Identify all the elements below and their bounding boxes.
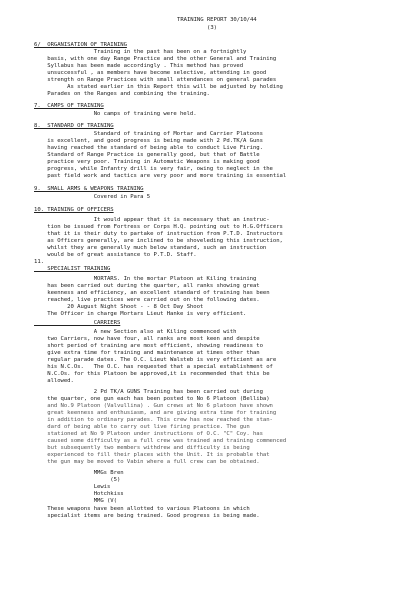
text-line: and No.9 Platoon (Valvullina) . Gun crews at No 6 platoon have shown	[34, 403, 273, 409]
text-line: is excellent, and good progress is being made with 2 Pd.TK/A Guns	[34, 138, 263, 144]
text-line: that it is their duty to partake of instruction from P.T.D. Instructors	[34, 231, 283, 237]
text-line: has been carried out during the quarter, all ranks showing great	[34, 283, 260, 289]
text-line: past field work and tactics are very poor and more training is essential	[34, 173, 287, 179]
text-line: regular parade dates. The O.C. Lieut Walsteb is very efficient as are	[34, 357, 277, 363]
text-line: These weapons have been allotted to various Platoons in which	[34, 506, 250, 512]
text-line: N.C.Os. for this Platoon be approved,it is recommended that this be	[34, 371, 270, 377]
text-line: the gun may be moved to Vabin where a full crew can be obtained.	[34, 459, 260, 465]
text-line: would be of great assistance to P.T.D. Staff.	[34, 252, 197, 258]
text-line: dard of being able to carry out live firing practice. The gun	[34, 424, 250, 430]
heading-camps-of-training	[34, 103, 104, 110]
heading-text: 8. STANDARD OF TRAINING	[34, 123, 114, 129]
text-line: Syllabus has been made accordingly . This method has proved	[34, 63, 244, 69]
report-title: TRAINING REPORT 30/10/44	[177, 17, 257, 23]
section-number-11: 11.	[34, 259, 44, 265]
heading-text: SPECIALIST TRAINING	[34, 266, 111, 272]
weapons-list-item: Hotchkiss	[34, 491, 124, 497]
text-line: 20 August Night Shoot - - 8 Oct Day Shoot	[34, 304, 204, 310]
text-line: Standard of Range Practice is generally good, but that of Battle	[34, 152, 260, 158]
text-line: whilst they are generally much below standard, such an instruction	[34, 245, 267, 251]
text-line: No camps of training were held.	[34, 111, 197, 117]
text-line: 2 Pd TK/A GUNS Training has been carried out during	[34, 389, 263, 395]
weapons-list-item: Lewis	[34, 484, 111, 490]
heading-standard-of-training	[34, 123, 114, 130]
heading-text: 7. CAMPS OF TRAINING	[34, 103, 104, 109]
text-line: The Officer in charge Mortars Lieut Hanke is very efficient.	[34, 311, 247, 317]
text-line: in addition to ordinary parades. This crew has now reached the stan-	[34, 417, 273, 423]
heading-specialist-training	[34, 266, 110, 273]
text-line: tion be issued from Fortress or Corps H.Q. pointing out to H.G.Officers	[34, 224, 283, 230]
text-line: give extra time for training and maintenance at times other than	[34, 350, 260, 356]
heading-text: 6/ ORGANISATION OF TRAINING	[34, 42, 127, 48]
text-line: Parades on the Ranges and combining the training.	[34, 91, 210, 97]
text-line: stationed at No 9 Platoon under instructions of O.C. "C" Coy. has	[34, 431, 263, 437]
text-line: experienced to fill their places with the Unit. It is probable that	[34, 452, 270, 458]
heading-small-arms-weapons-training	[34, 186, 144, 193]
text-line: MORTARS. In the mortar Platoon at Kiling training	[34, 276, 257, 282]
text-line: but subsequently two members withdrew and difficulty is being	[34, 445, 250, 451]
text-line: as Officers generally, are inclined to be shoveleding this instruction,	[34, 238, 283, 244]
text-line: the quarter, one gun each has been posted to No 6 Platoon (Belliba)	[34, 396, 270, 402]
text-line: short period of training are most efficient, showing readiness to	[34, 343, 263, 349]
text-line: It would appear that it is necessary that an instruc-	[34, 217, 270, 223]
text-line: basis, with one day Range Practice and the other General and Training	[34, 56, 277, 62]
subheading-carriers	[34, 320, 120, 327]
text-line: his N.C.Os. The O.C. has requested that a special establishment of	[34, 364, 273, 370]
text-line: caused some difficulty as a full crew was trained and training commenced	[34, 438, 287, 444]
text-line: Standard of training of Mortar and Carrier Platoons	[34, 131, 263, 137]
text-line: allowed.	[34, 378, 74, 384]
text-line: A new Section also at Kiling commenced with	[34, 329, 237, 335]
text-line: strength on Range Practices with small attendances on general parades	[34, 77, 277, 83]
weapons-list-item: MMG (V(	[34, 498, 117, 504]
page-number: (3)	[207, 25, 217, 31]
heading-text: 10. TRAINING OF OFFICERS	[34, 207, 114, 213]
text-line: having reached the standard of being able to conduct Live Firing.	[34, 145, 263, 151]
text-line: reached, live practices were carried out on the following dates.	[34, 297, 260, 303]
weapons-list-item: MMGs Bren	[34, 470, 124, 476]
text-line: Training in the past has been on a fortnightly	[34, 49, 247, 55]
text-line: keenness and efficiency, an excellent standard of training has been	[34, 290, 270, 296]
text-line: unsuccessful , as members have become selective, attending in good	[34, 70, 267, 76]
text-line: great keenness and enthusiasm, and are giving extra time for training	[34, 410, 277, 416]
heading-text: CARRIERS	[34, 320, 121, 326]
text-line: two Carriers, now have four, all ranks are most keen and despite	[34, 336, 260, 342]
text-line: specialist items are being trained. Good progress is being made.	[34, 513, 260, 519]
weapons-list-item: (5)	[34, 477, 121, 483]
text-line: practice very poor. Training in Automatic Weapons is making good	[34, 159, 260, 165]
heading-training-of-officers	[34, 207, 114, 214]
text-line: progress, while Infantry drill is very fair, owing to neglect in the	[34, 166, 273, 172]
text-line: As stated earlier in this Report this will be adjusted by holding	[34, 84, 283, 90]
heading-text: 9. SMALL ARMS & WEAPONS TRAINING	[34, 186, 144, 192]
text-line: Covered in Para 5	[34, 194, 151, 200]
